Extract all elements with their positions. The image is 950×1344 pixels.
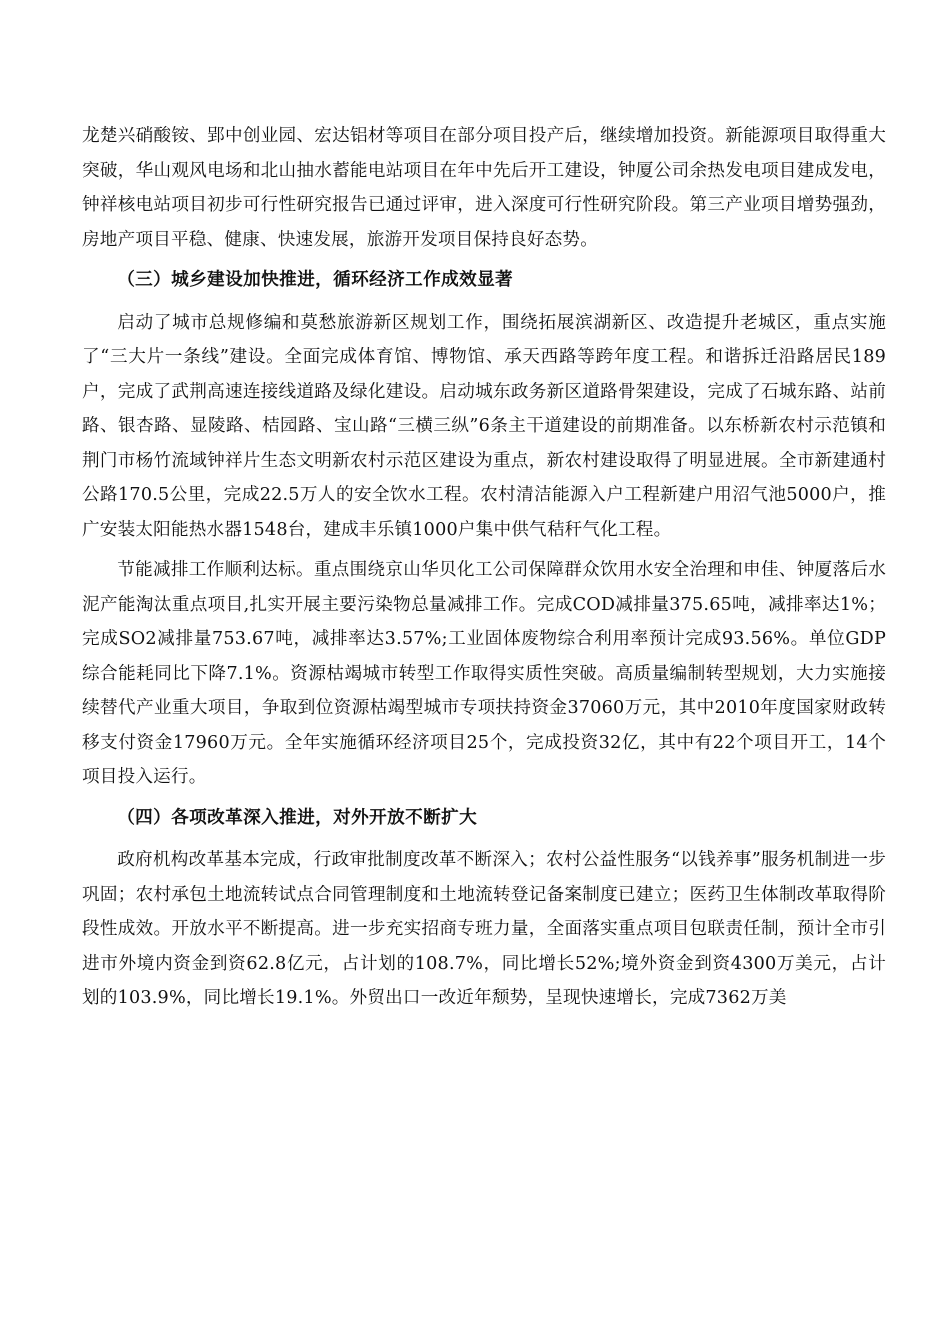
section-heading-3: （三）城乡建设加快推进，循环经济工作成效显著 <box>117 269 514 290</box>
paragraph-continuation: 龙楚兴硝酸铵、郢中创业园、宏达铝材等项目在部分项目投产后，继续增加投资。新能源项目取得重大突破，华山观风电场和北山抽水蓄能电站项目在年中先后开工建设，钟厦公司余热发电项目建成发电，钟祥核电站项目初步可行性研究报告已通过评审，进入深度可行性研究阶段。第三产业项目增势强劲，房地产项目平稳、健康、快速发展，旅游开发项目保持良好态势。 <box>82 126 886 250</box>
paragraph-energy-saving: 节能减排工作顺利达标。重点围绕京山华贝化工公司保障群众饮用水安全治理和申佳、钟厦落后水泥产能淘汰重点项目,扎实开展主要污染物总量减排工作。完成COD减排量375.65吨，减排率达1%；完成SO2减排量753.67吨，减排率达3.57%;工业固体废物综合利用率预计完成93.56%。单位GDP综合能耗同比下降7.1%。资源枯竭城市转型工作取得实质性突破。高质量编制转型规划，大力实施接续替代产业重大项目，争取到位资源枯竭型城市专项扶持资金37060万元，其中2010年度国家财政转移支付资金17960万元。全年实施循环经济项目25个，完成投资32亿，其中有22个项目开工，14个项目投入运行。 <box>82 560 886 787</box>
section-heading-4: （四）各项改革深入推进，对外开放不断扩大 <box>117 806 478 828</box>
paragraph-reform: 政府机构改革基本完成，行政审批制度改革不断深入；农村公益性服务“以钱养事”服务机制进一步巩固；农村承包土地流转试点合同管理制度和土地流转登记备案制度已建立；医药卫生体制改革取得阶段性成效。开放水平不断提高。进一步充实招商专班力量，全面落实重点项目包联责任制，预计全市引进市外境内资金到资62.8亿元，占计划的108.7%，同比增长52%;境外资金到资4300万美元，占计划的103.9%，同比增长19.1%。外贸出口一改近年颓势，呈现快速增长，完成7362万美 <box>82 850 886 1008</box>
paragraph-urban-construction: 启动了城市总规修编和莫愁旅游新区规划工作，围绕拓展滨湖新区、改造提升老城区，重点实施了“三大片一条线”建设。全面完成体育馆、博物馆、承天西路等跨年度工程。和谐拆迁沿路居民189户，完成了武荆高速连接线道路及绿化建设。启动城东政务新区道路骨架建设，完成了石城东路、站前路、银杏路、显陵路、桔园路、宝山路“三横三纵”6条主干道建设的前期准备。以东桥新农村示范镇和荆门市杨竹流域钟祥片生态文明新农村示范区建设为重点，新农村建设取得了明显进展。全市新建通村公路170.5公里，完成22.5万人的安全饮水工程。农村清洁能源入户工程新建户用沼气池5000户，推广安装太阳能热水器1548台，建成丰乐镇1000户集中供气秸秆气化工程。 <box>82 312 886 540</box>
